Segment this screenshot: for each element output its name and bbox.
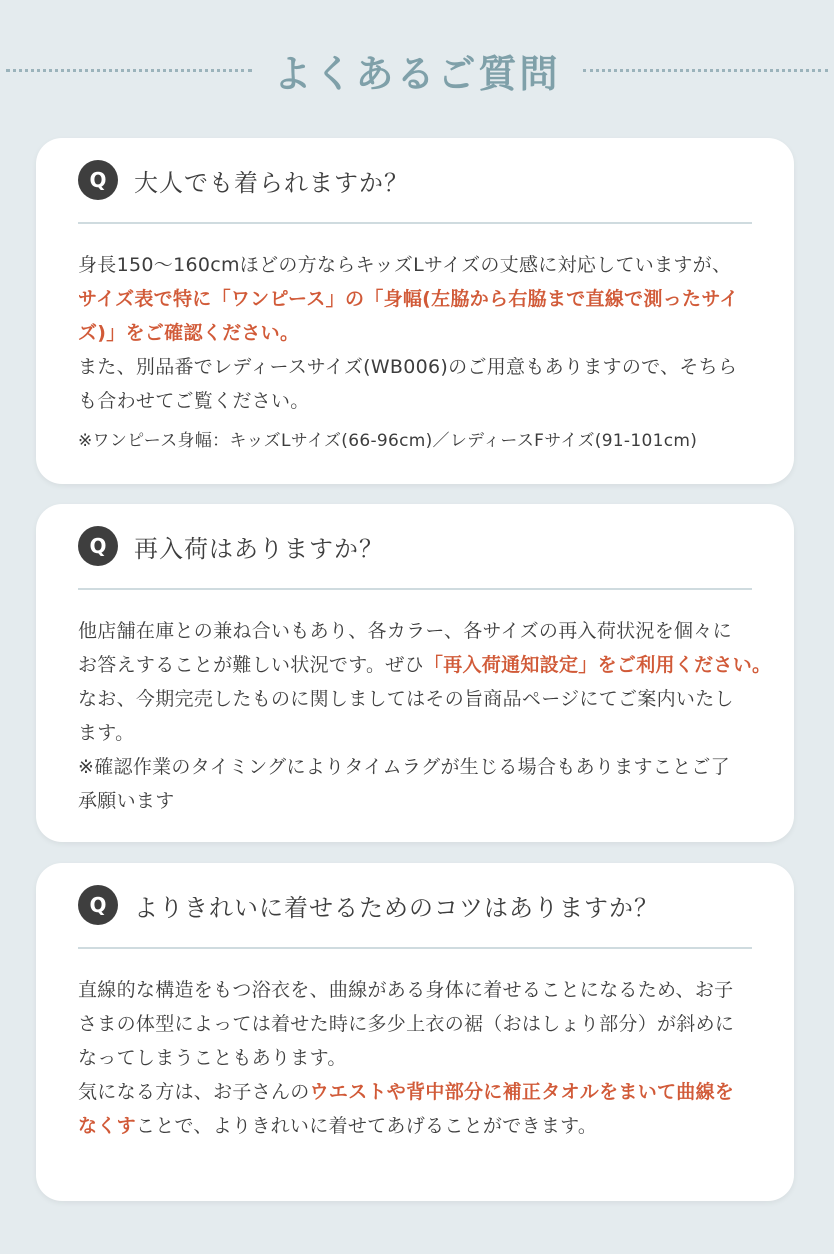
page-title: よくあるご質問 — [273, 51, 561, 96]
dotted-line-right — [583, 69, 829, 72]
answer-line: 承願います — [78, 790, 175, 812]
answer-line-highlight: サイズ表で特に「ワンピース」の「身幅(左脇から右脇まで直線で測ったサイ — [78, 288, 739, 310]
answer-line: 身長150〜160cmほどの方ならキッズLサイズの丈感に対応していますが、 — [78, 254, 732, 276]
faq-question-row[interactable] — [78, 138, 752, 224]
answer-line: また、別品番でレディースサイズ(WB006)のご用意もありますので、そちら — [78, 356, 738, 378]
answer-line: なお、今期完売したものに関しましてはその旨商品ページにてご案内いたし — [78, 688, 734, 710]
faq-card-1 — [36, 138, 794, 484]
faq-card-2 — [36, 504, 794, 842]
answer-line: 直線的な構造をもつ浴衣を、曲線がある身体に着せることになるため、お子 — [78, 979, 734, 1001]
answer-line — [78, 1109, 752, 1143]
faq-question-row[interactable] — [78, 504, 752, 590]
restock-notification-link: 「再入荷通知設定」をご利用ください。 — [423, 654, 772, 676]
faq-answer — [78, 614, 772, 818]
answer-text: ことで、よりきれいに着せてあげることができます。 — [135, 1115, 598, 1137]
faq-card-3 — [36, 863, 794, 1201]
faq-header — [0, 38, 834, 102]
answer-highlight: ウエストや背中部分に補正タオルをまいて曲線を — [309, 1081, 735, 1103]
question-badge-icon: Q — [78, 526, 118, 566]
faq-answer — [78, 248, 752, 456]
answer-line: も合わせてご覧ください。 — [78, 390, 310, 412]
answer-line — [78, 1075, 752, 1109]
answer-line: ※確認作業のタイミングによりタイムラグが生じる場合もありますことご了 — [78, 756, 730, 778]
faq-question-row[interactable] — [78, 863, 752, 949]
answer-text: お答えすることが難しい状況です。ぜひ — [78, 654, 424, 676]
answer-line-highlight: ズ)」をご確認ください。 — [78, 322, 300, 344]
answer-line: 他店舗在庫との兼ね合いもあり、各カラー、各サイズの再入荷状況を個々に — [78, 620, 732, 642]
question-badge-icon: Q — [78, 885, 118, 925]
answer-line: ます。 — [78, 722, 135, 744]
answer-text: 気になる方は、お子さんの — [78, 1081, 310, 1103]
answer-note: ※ワンピース身幅：キッズLサイズ(66-96cm)／レディースFサイズ(91-101cm) — [78, 431, 698, 451]
faq-question: よりきれいに着せるためのコツはありますか？ — [134, 893, 659, 922]
answer-line: なってしまうこともあります。 — [78, 1047, 347, 1069]
answer-line — [78, 648, 772, 682]
answer-line: さまの体型によっては着せた時に多少上衣の裾（おはしょり部分）が斜めに — [78, 1013, 735, 1035]
dotted-line-left — [6, 69, 252, 72]
faq-question: 再入荷はありますか？ — [134, 534, 384, 563]
faq-answer — [78, 973, 752, 1143]
question-badge-icon: Q — [78, 160, 118, 200]
faq-question: 大人でも着られますか？ — [134, 168, 409, 197]
answer-highlight: なくす — [78, 1115, 136, 1137]
